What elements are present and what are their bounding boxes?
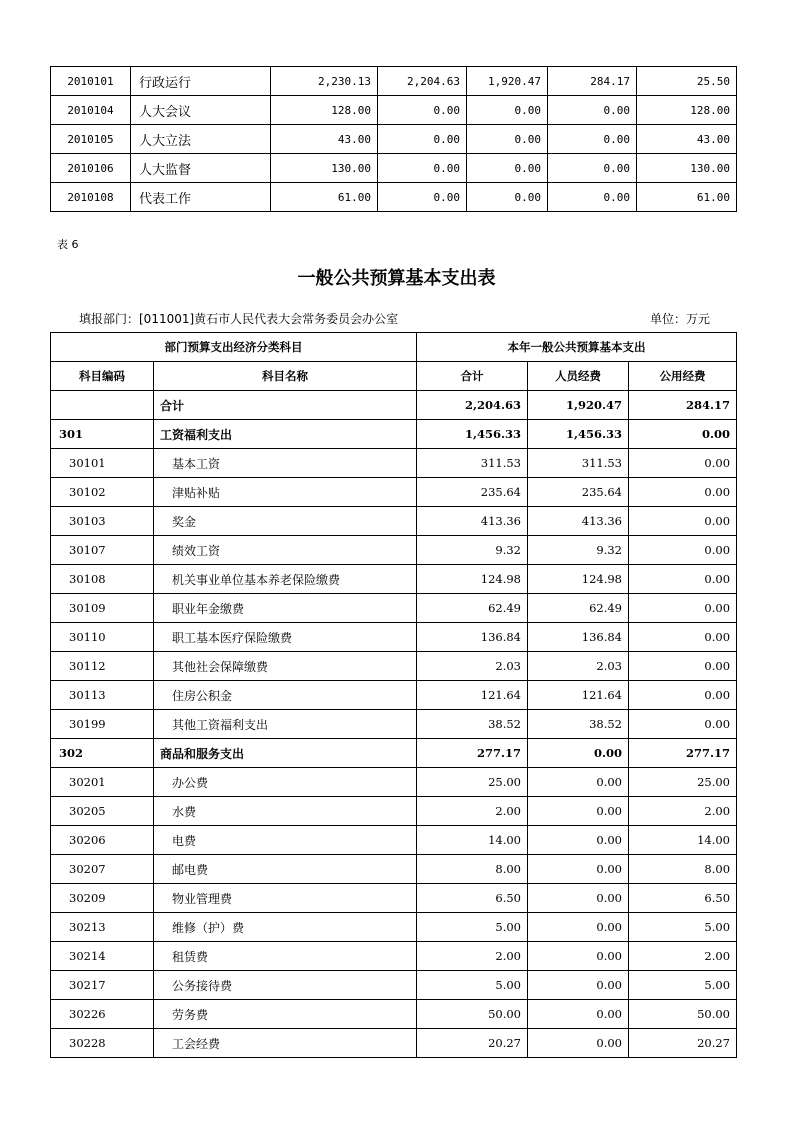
cell-subject-code: 30209 [51, 884, 154, 913]
header-total: 合计 [417, 362, 528, 391]
table-row [51, 652, 737, 681]
cell-public: 6.50 [629, 884, 737, 913]
table-row [51, 183, 737, 212]
cell-subject-name: 公务接待费 [154, 971, 417, 1000]
cell-public: 0.00 [629, 681, 737, 710]
table-row [51, 623, 737, 652]
cell-subject-code: 30102 [51, 478, 154, 507]
cell-subject-code: 302 [51, 739, 154, 768]
cell-subject-name: 邮电费 [154, 855, 417, 884]
cell-personnel: 1,456.33 [528, 420, 629, 449]
cell-subject-code: 301 [51, 420, 154, 449]
cell-subject-name: 职业年金缴费 [154, 594, 417, 623]
cell-subject-code [51, 391, 154, 420]
cell-public: 0.00 [629, 420, 737, 449]
table-row [51, 507, 737, 536]
cell-value: 128.00 [271, 96, 378, 125]
cell-subject-name: 电费 [154, 826, 417, 855]
table-row [51, 478, 737, 507]
cell-public: 0.00 [629, 623, 737, 652]
cell-value: 0.00 [548, 96, 637, 125]
cell-public: 5.00 [629, 971, 737, 1000]
cell-value: 0.00 [467, 96, 548, 125]
cell-personnel: 1,920.47 [528, 391, 629, 420]
cell-total: 14.00 [417, 826, 528, 855]
cell-personnel: 136.84 [528, 623, 629, 652]
cell-total: 121.64 [417, 681, 528, 710]
unit-label: 单位：万元 [650, 312, 711, 326]
cell-subject-name: 物业管理费 [154, 884, 417, 913]
cell-subject-name: 工资福利支出 [154, 420, 417, 449]
table-label: 表 6 [57, 238, 79, 251]
cell-subject-name: 劳务费 [154, 1000, 417, 1029]
cell-public: 0.00 [629, 652, 737, 681]
cell-total: 5.00 [417, 971, 528, 1000]
top-continuation-table [50, 66, 737, 212]
cell-value: 130.00 [271, 154, 378, 183]
cell-total: 413.36 [417, 507, 528, 536]
cell-public: 0.00 [629, 449, 737, 478]
summary-row [51, 391, 737, 420]
cell-name: 行政运行 [131, 67, 271, 96]
cell-total: 2,204.63 [417, 391, 528, 420]
cell-personnel: 413.36 [528, 507, 629, 536]
cell-subject-name: 其他社会保障缴费 [154, 652, 417, 681]
cell-value: 0.00 [378, 183, 467, 212]
cell-personnel: 0.00 [528, 971, 629, 1000]
table-row [51, 67, 737, 96]
cell-value: 0.00 [467, 183, 548, 212]
cell-total: 50.00 [417, 1000, 528, 1029]
cell-subject-code: 30205 [51, 797, 154, 826]
cell-subject-name: 基本工资 [154, 449, 417, 478]
summary-row [51, 739, 737, 768]
cell-name: 代表工作 [131, 183, 271, 212]
table-row [51, 449, 737, 478]
cell-subject-name: 维修（护）费 [154, 913, 417, 942]
cell-total: 9.32 [417, 536, 528, 565]
cell-personnel: 0.00 [528, 739, 629, 768]
table-row [51, 768, 737, 797]
cell-subject-code: 30108 [51, 565, 154, 594]
cell-value: 284.17 [548, 67, 637, 96]
cell-value: 128.00 [637, 96, 737, 125]
table-row [51, 154, 737, 183]
cell-personnel: 62.49 [528, 594, 629, 623]
cell-total: 2.00 [417, 942, 528, 971]
cell-subject-code: 30206 [51, 826, 154, 855]
cell-subject-code: 30101 [51, 449, 154, 478]
cell-subject-code: 30228 [51, 1029, 154, 1058]
cell-total: 38.52 [417, 710, 528, 739]
cell-total: 5.00 [417, 913, 528, 942]
cell-value: 43.00 [271, 125, 378, 154]
cell-personnel: 0.00 [528, 826, 629, 855]
cell-subject-code: 30109 [51, 594, 154, 623]
cell-personnel: 235.64 [528, 478, 629, 507]
cell-subject-code: 30112 [51, 652, 154, 681]
header-personnel-funds: 人员经费 [528, 362, 629, 391]
cell-subject-name: 租赁费 [154, 942, 417, 971]
cell-total: 2.00 [417, 797, 528, 826]
cell-public: 284.17 [629, 391, 737, 420]
cell-subject-code: 30217 [51, 971, 154, 1000]
cell-total: 62.49 [417, 594, 528, 623]
table-row [51, 913, 737, 942]
top-table-body [51, 67, 737, 212]
cell-subject-name: 工会经费 [154, 1029, 417, 1058]
cell-subject-code: 30199 [51, 710, 154, 739]
table-row [51, 971, 737, 1000]
cell-personnel: 2.03 [528, 652, 629, 681]
cell-subject-name: 绩效工资 [154, 536, 417, 565]
cell-subject-name: 合计 [154, 391, 417, 420]
table-row [51, 942, 737, 971]
cell-value: 25.50 [637, 67, 737, 96]
cell-personnel: 0.00 [528, 913, 629, 942]
cell-value: 0.00 [378, 96, 467, 125]
cell-subject-code: 30214 [51, 942, 154, 971]
cell-subject-name: 津贴补贴 [154, 478, 417, 507]
cell-code: 2010106 [51, 154, 131, 183]
cell-subject-name: 职工基本医疗保险缴费 [154, 623, 417, 652]
cell-personnel: 0.00 [528, 942, 629, 971]
cell-subject-name: 其他工资福利支出 [154, 710, 417, 739]
cell-personnel: 124.98 [528, 565, 629, 594]
cell-value: 130.00 [637, 154, 737, 183]
cell-public: 0.00 [629, 507, 737, 536]
cell-subject-code: 30207 [51, 855, 154, 884]
header-economic-classification: 部门预算支出经济分类科目 [51, 333, 417, 362]
cell-total: 8.00 [417, 855, 528, 884]
cell-subject-code: 30103 [51, 507, 154, 536]
page-title: 一般公共预算基本支出表 [297, 268, 496, 289]
table-row [51, 1000, 737, 1029]
cell-code: 2010105 [51, 125, 131, 154]
cell-code: 2010104 [51, 96, 131, 125]
cell-subject-name: 机关事业单位基本养老保险缴费 [154, 565, 417, 594]
cell-subject-code: 30113 [51, 681, 154, 710]
header-public-funds: 公用经费 [629, 362, 737, 391]
cell-personnel: 0.00 [528, 1029, 629, 1058]
cell-personnel: 9.32 [528, 536, 629, 565]
basic-expenditure-table [50, 332, 737, 1058]
cell-public: 0.00 [629, 710, 737, 739]
table-row [51, 855, 737, 884]
cell-value: 61.00 [637, 183, 737, 212]
header-subject-code: 科目编码 [51, 362, 154, 391]
cell-total: 2.03 [417, 652, 528, 681]
cell-personnel: 0.00 [528, 1000, 629, 1029]
main-table-body [51, 391, 737, 1058]
header-basic-expenditure: 本年一般公共预算基本支出 [417, 333, 737, 362]
cell-subject-code: 30226 [51, 1000, 154, 1029]
table-row [51, 710, 737, 739]
table-row [51, 594, 737, 623]
cell-total: 235.64 [417, 478, 528, 507]
table-row [51, 125, 737, 154]
cell-personnel: 0.00 [528, 855, 629, 884]
cell-public: 0.00 [629, 594, 737, 623]
cell-subject-name: 商品和服务支出 [154, 739, 417, 768]
cell-personnel: 38.52 [528, 710, 629, 739]
summary-row [51, 420, 737, 449]
cell-subject-name: 办公费 [154, 768, 417, 797]
table-row [51, 96, 737, 125]
cell-value: 0.00 [378, 125, 467, 154]
cell-public: 277.17 [629, 739, 737, 768]
cell-total: 124.98 [417, 565, 528, 594]
table-row [51, 826, 737, 855]
cell-value: 0.00 [378, 154, 467, 183]
cell-personnel: 0.00 [528, 797, 629, 826]
cell-value: 0.00 [548, 183, 637, 212]
cell-name: 人大会议 [131, 96, 271, 125]
cell-public: 0.00 [629, 478, 737, 507]
cell-subject-code: 30110 [51, 623, 154, 652]
cell-total: 6.50 [417, 884, 528, 913]
cell-public: 0.00 [629, 536, 737, 565]
cell-value: 0.00 [548, 125, 637, 154]
cell-public: 14.00 [629, 826, 737, 855]
table-header [51, 333, 737, 391]
table-row [51, 797, 737, 826]
header-subject-name: 科目名称 [154, 362, 417, 391]
cell-public: 2.00 [629, 797, 737, 826]
cell-public: 50.00 [629, 1000, 737, 1029]
table-row [51, 681, 737, 710]
table-row [51, 536, 737, 565]
cell-total: 25.00 [417, 768, 528, 797]
cell-public: 25.00 [629, 768, 737, 797]
cell-public: 0.00 [629, 565, 737, 594]
cell-total: 277.17 [417, 739, 528, 768]
cell-name: 人大立法 [131, 125, 271, 154]
department-label: 填报部门：[011001]黄石市人民代表大会常务委员会办公室 [79, 312, 399, 326]
cell-subject-code: 30107 [51, 536, 154, 565]
table-row [51, 884, 737, 913]
cell-subject-name: 住房公积金 [154, 681, 417, 710]
cell-total: 20.27 [417, 1029, 528, 1058]
cell-value: 2,204.63 [378, 67, 467, 96]
cell-subject-name: 水费 [154, 797, 417, 826]
cell-public: 8.00 [629, 855, 737, 884]
cell-subject-code: 30213 [51, 913, 154, 942]
cell-subject-name: 奖金 [154, 507, 417, 536]
cell-subject-code: 30201 [51, 768, 154, 797]
cell-total: 1,456.33 [417, 420, 528, 449]
cell-personnel: 121.64 [528, 681, 629, 710]
cell-total: 311.53 [417, 449, 528, 478]
cell-personnel: 311.53 [528, 449, 629, 478]
cell-value: 1,920.47 [467, 67, 548, 96]
cell-personnel: 0.00 [528, 768, 629, 797]
cell-name: 人大监督 [131, 154, 271, 183]
cell-public: 2.00 [629, 942, 737, 971]
cell-value: 0.00 [467, 125, 548, 154]
cell-public: 20.27 [629, 1029, 737, 1058]
cell-value: 0.00 [548, 154, 637, 183]
cell-personnel: 0.00 [528, 884, 629, 913]
cell-value: 43.00 [637, 125, 737, 154]
table-row [51, 1029, 737, 1058]
cell-value: 0.00 [467, 154, 548, 183]
cell-public: 5.00 [629, 913, 737, 942]
cell-code: 2010101 [51, 67, 131, 96]
table-row [51, 565, 737, 594]
cell-total: 136.84 [417, 623, 528, 652]
cell-value: 2,230.13 [271, 67, 378, 96]
cell-code: 2010108 [51, 183, 131, 212]
cell-value: 61.00 [271, 183, 378, 212]
